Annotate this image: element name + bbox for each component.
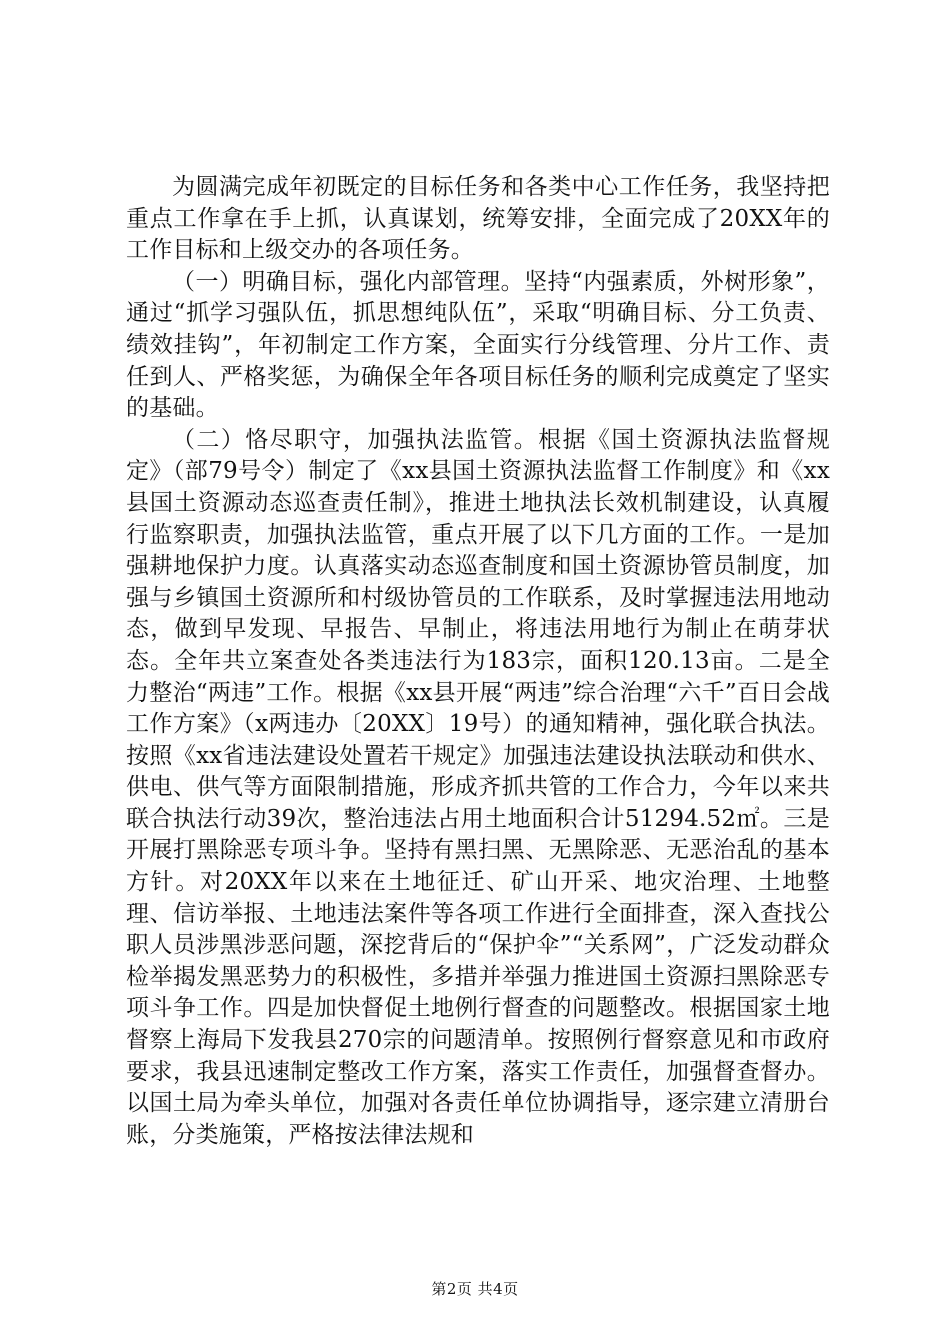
paragraph-section-two: （二）恪尽职守，加强执法监管。根据《国土资源执法监督规定》（部79号令）制定了《xx县国土资源执法监督工作制度》和《xx县国土资源动态巡查责任制》，推进土地执法长效机制建设，认真履行监察职责，加强执法监管，重点开展了以下几方面的工作。一是加强耕地保护力度。认真落实动态巡查制度和国土资源协管员制度，加强与乡镇国土资源所和村级协管员的工作联系，及时掌握违法用地动态，做到早发现、早报告、早制止，将违法用地行为制止在萌芽状态。全年共立案查处各类违法行为183宗，面积120.13亩。二是全力整治“两违”工作。根据《xx县开展“两违”综合治理“六千”百日会战工作方案》（x两违办〔20XX〕19号）的通知精神，强化联合执法。按照《xx省违法建设处置若干规定》加强违法建设执法联动和供水、供电、供气等方面限制措施，形成齐抓共管的工作合力，今年以来共联合执法行动39次，整治违法占用土地面积合计51294.52㎡。三是开展打黑除恶专项斗争。坚持有黑扫黑、无黑除恶、无恶治乱的基本方针。对20XX年以来在土地征迁、矿山开采、地灾治理、土地整理、信访举报、土地违法案件等各项工作进行全面排查，深入查找公职人员涉黑涉恶问题，深挖背后的“保护伞”“关系网”，广泛发动群众检举揭发黑恶势力的积极性，多措并举强力推进国土资源扫黑除恶专项斗争工作。四是加快督促土地例行督查的问题整改。根据国家土地督察上海局下发我县270宗的问题清单。按照例行督察意见和市政府要求，我县迅速制定整改工作方案，落实工作责任，加强督查督办。以国土局为牵头单位，加强对各责任单位协调指导，逐宗建立清册台账，分类施策，严格按法律法规和 xyxy=(126,426,830,1148)
page-number: 第2页 xyxy=(431,1280,473,1298)
page-total: 共4页 xyxy=(477,1280,519,1298)
paragraph-intro: 为圆满完成年初既定的目标任务和各类中心工作任务，我坚持把重点工作拿在手上抓，认真谋划，统筹安排，全面完成了20XX年的工作目标和上级交办的各项任务。 xyxy=(126,174,830,264)
page-footer xyxy=(0,1278,950,1299)
document-body xyxy=(126,172,830,1151)
paragraph-section-one: （一）明确目标，强化内部管理。坚持“内强素质，外树形象”，通过“抓学习强队伍，抓思想纯队伍”，采取“明确目标、分工负责、绩效挂钩”，年初制定工作方案，全面实行分线管理、分片工作、责任到人、严格奖惩，为确保全年各项目标任务的顺利完成奠定了坚实的基础。 xyxy=(126,268,830,422)
